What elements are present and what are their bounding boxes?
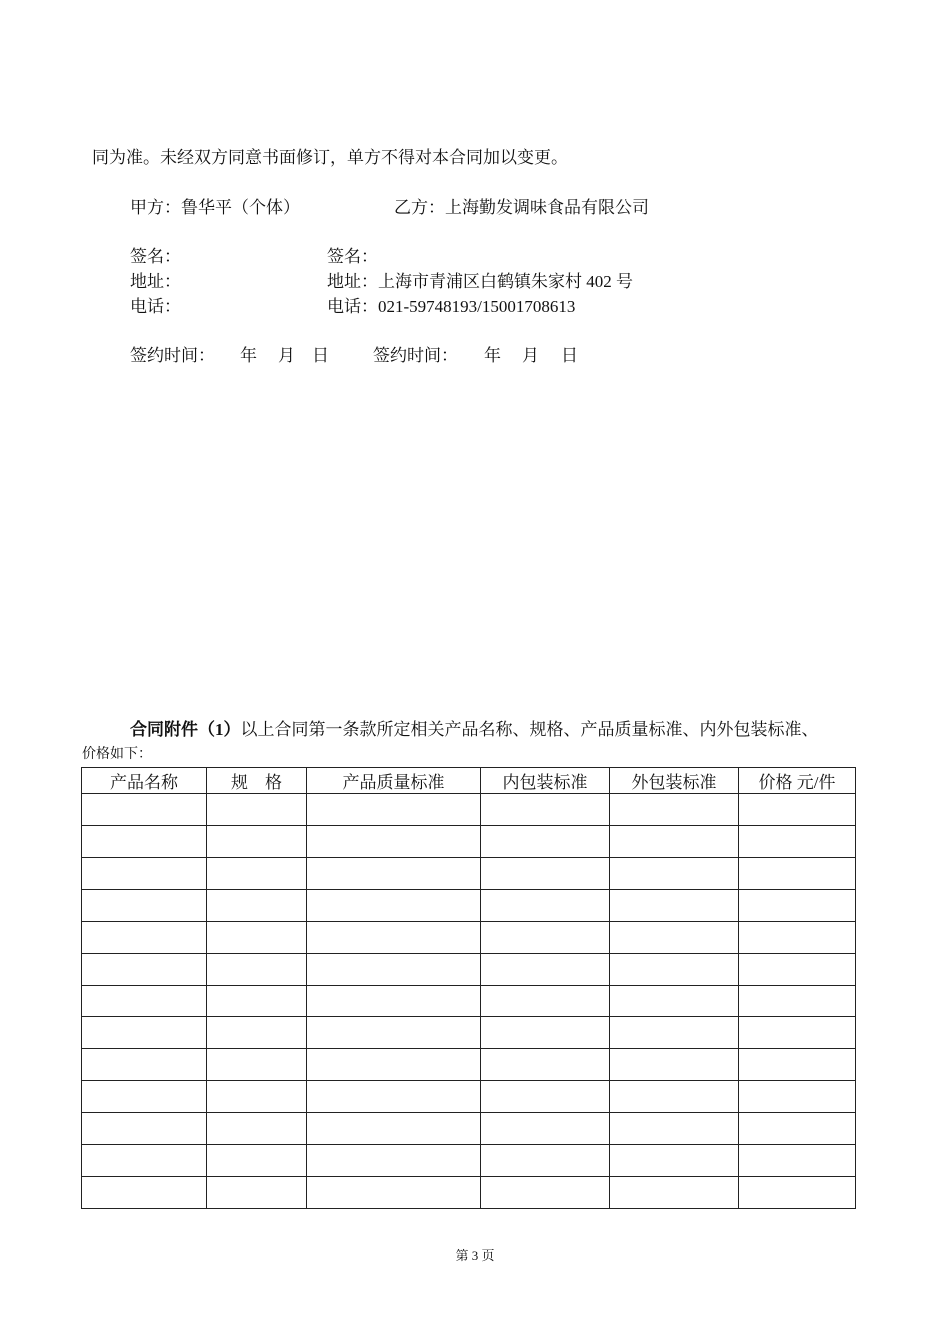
table-cell xyxy=(82,889,207,921)
table-cell xyxy=(739,825,856,857)
intro-line: 同为准。未经双方同意书面修订，单方不得对本合同加以变更。 xyxy=(92,148,568,167)
header-quality-standard: 产品质量标准 xyxy=(307,768,481,794)
table-row xyxy=(82,1081,856,1113)
table-cell xyxy=(610,1081,739,1113)
table-cell xyxy=(481,1049,610,1081)
table-row xyxy=(82,985,856,1017)
table-cell xyxy=(610,1049,739,1081)
table-cell xyxy=(207,1145,307,1177)
table-cell xyxy=(307,1177,481,1209)
table-cell xyxy=(739,857,856,889)
table-cell xyxy=(307,794,481,826)
table-cell xyxy=(307,857,481,889)
table-cell xyxy=(481,953,610,985)
table-cell xyxy=(82,825,207,857)
party-a xyxy=(130,197,300,219)
table-cell xyxy=(739,889,856,921)
table-cell xyxy=(82,953,207,985)
table-cell xyxy=(307,1017,481,1049)
table-cell xyxy=(207,857,307,889)
sign-time-a-month: 月 xyxy=(278,346,295,365)
table-row xyxy=(82,921,856,953)
table-cell xyxy=(307,1049,481,1081)
sign-a: 签名： xyxy=(130,247,181,266)
table-cell xyxy=(739,1145,856,1177)
table-cell xyxy=(610,857,739,889)
table-cell xyxy=(307,953,481,985)
table-cell xyxy=(481,794,610,826)
table-header-row xyxy=(82,768,856,794)
sign-time-b-month: 月 xyxy=(522,346,539,365)
table-cell xyxy=(307,921,481,953)
table-cell xyxy=(610,1177,739,1209)
sign-time-b-label: 签约时间： xyxy=(373,346,458,365)
table-cell xyxy=(207,794,307,826)
table-row xyxy=(82,889,856,921)
table-cell xyxy=(610,1017,739,1049)
table-cell xyxy=(610,889,739,921)
header-price: 价格 元/件 xyxy=(739,768,856,794)
sign-time-a-year: 年 xyxy=(240,346,257,365)
table-cell xyxy=(82,1049,207,1081)
table-cell xyxy=(307,985,481,1017)
table-cell xyxy=(82,1145,207,1177)
table-cell xyxy=(82,1177,207,1209)
header-inner-packaging: 内包装标准 xyxy=(481,768,610,794)
table-cell xyxy=(739,953,856,985)
table-cell xyxy=(82,857,207,889)
party-b xyxy=(394,197,649,219)
table-cell xyxy=(739,1081,856,1113)
table-cell xyxy=(610,985,739,1017)
sign-time-a-day: 日 xyxy=(312,346,329,365)
table-cell xyxy=(610,825,739,857)
table-cell xyxy=(207,825,307,857)
table-cell xyxy=(307,1145,481,1177)
table-cell xyxy=(207,1017,307,1049)
table-cell xyxy=(481,857,610,889)
table-cell xyxy=(82,985,207,1017)
table-cell xyxy=(82,921,207,953)
table-cell xyxy=(481,825,610,857)
header-spec: 规 格 xyxy=(207,768,307,794)
table-cell xyxy=(481,1145,610,1177)
table-cell xyxy=(307,1081,481,1113)
table-cell xyxy=(481,921,610,953)
annex-text: 以上合同第一条款所定相关产品名称、规格、产品质量标准、内外包装标准、 xyxy=(240,720,819,739)
sign-time-a-label: 签约时间： xyxy=(130,346,215,365)
table-cell xyxy=(739,794,856,826)
header-outer-packaging: 外包装标准 xyxy=(610,768,739,794)
table-row xyxy=(82,1177,856,1209)
table-cell xyxy=(610,1113,739,1145)
table-row xyxy=(82,1017,856,1049)
table-cell xyxy=(207,953,307,985)
table-cell xyxy=(739,1049,856,1081)
party-a-label: 甲方： xyxy=(130,198,181,217)
phone-b: 电话：021-59748193/15001708613 xyxy=(327,297,576,316)
table-cell xyxy=(481,1177,610,1209)
annex-heading xyxy=(130,719,819,741)
annex-table xyxy=(81,767,856,1209)
annex-title: 合同附件（1） xyxy=(130,720,241,739)
table-cell xyxy=(207,1081,307,1113)
table-cell xyxy=(739,985,856,1017)
table-cell xyxy=(481,1017,610,1049)
table-cell xyxy=(82,1081,207,1113)
table-cell xyxy=(207,1049,307,1081)
table-cell xyxy=(610,794,739,826)
table-row xyxy=(82,953,856,985)
party-b-label: 乙方： xyxy=(394,198,445,217)
phone-a: 电话： xyxy=(130,297,181,316)
table-cell xyxy=(82,1113,207,1145)
sign-b: 签名： xyxy=(327,247,378,266)
table-cell xyxy=(739,1017,856,1049)
table-cell xyxy=(307,825,481,857)
table-cell xyxy=(481,1081,610,1113)
header-product-name: 产品名称 xyxy=(82,768,207,794)
table-cell xyxy=(307,1113,481,1145)
table-cell xyxy=(610,953,739,985)
table-cell xyxy=(739,921,856,953)
page-number: 第 3 页 xyxy=(455,1248,495,1263)
table-cell xyxy=(207,889,307,921)
table-cell xyxy=(481,889,610,921)
table-cell xyxy=(207,1177,307,1209)
table-cell xyxy=(207,985,307,1017)
table-cell xyxy=(739,1113,856,1145)
party-b-name: 上海勤发调味食品有限公司 xyxy=(445,198,649,217)
annex-continuation: 价格如下： xyxy=(82,747,152,762)
table-cell xyxy=(307,889,481,921)
table-cell xyxy=(207,1113,307,1145)
table-cell xyxy=(481,985,610,1017)
party-a-name: 鲁华平（个体） xyxy=(181,198,300,217)
table-row xyxy=(82,1049,856,1081)
table-cell xyxy=(610,921,739,953)
table-row xyxy=(82,825,856,857)
address-b: 地址：上海市青浦区白鹤镇朱家村 402 号 xyxy=(327,272,633,291)
table-cell xyxy=(82,794,207,826)
table-cell xyxy=(739,1177,856,1209)
table-row xyxy=(82,1113,856,1145)
table-row xyxy=(82,857,856,889)
table-row xyxy=(82,794,856,826)
table-cell xyxy=(610,1145,739,1177)
sign-time-b-year: 年 xyxy=(484,346,501,365)
table-cell xyxy=(207,921,307,953)
address-a: 地址： xyxy=(130,272,181,291)
table-row xyxy=(82,1145,856,1177)
table-cell xyxy=(481,1113,610,1145)
sign-time-b-day: 日 xyxy=(561,346,578,365)
table-cell xyxy=(82,1017,207,1049)
